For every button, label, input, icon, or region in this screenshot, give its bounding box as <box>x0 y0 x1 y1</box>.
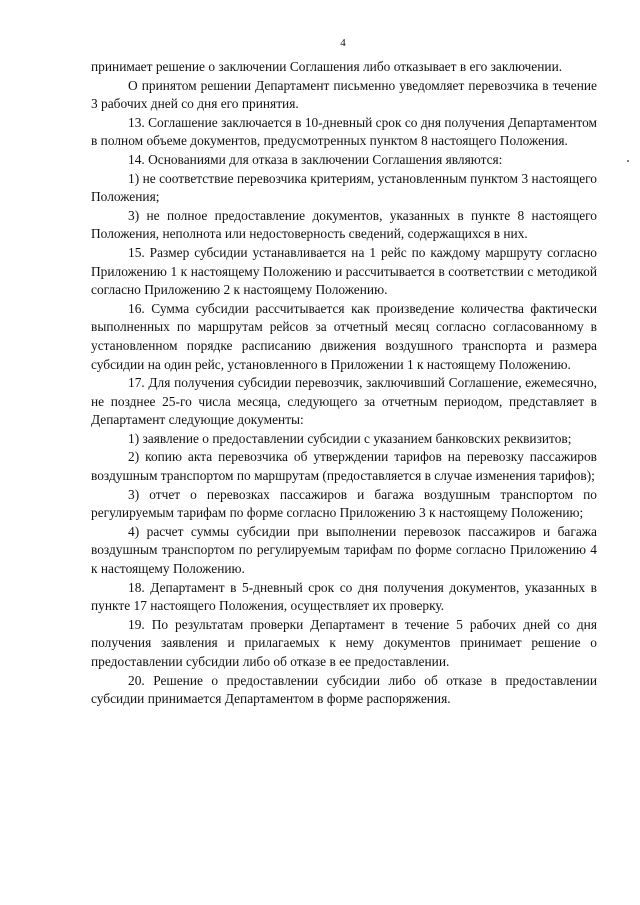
paragraph: 19. По результатам проверки Департамент в течение 5 рабочих дней со дня получения заявления и прилагаемых к нему документов принимает решение о предоставлении субсидии либо об отказе в ее предоставлении. <box>91 616 597 669</box>
document-body <box>91 58 597 709</box>
paragraph: 1) заявление о предоставлении субсидии с указанием банковских реквизитов; <box>128 430 572 446</box>
paragraph: 17. Для получения субсидии перевозчик, заключивший Соглашение, ежемесячно, не позднее 25-го числа месяца, следующего за отчетным периодом, представляет в Департамент следующие документы: <box>91 375 597 428</box>
paragraph: 2) копию акта перевозчика об утверждении тарифов на перевозку пассажиров воздушным транспортом по маршрутам (предоставляется в случае изменения тарифов); <box>91 449 597 484</box>
paragraph: 3) отчет о перевозках пассажиров и багажа воздушным транспортом по регулируемым тарифам по форме согласно Приложению 3 к настоящему Положению; <box>91 486 597 521</box>
paragraph: 1) не соответствие перевозчика критериям, установленным пунктом 3 настоящего Положения; <box>91 170 597 205</box>
paragraph: 20. Решение о предоставлении субсидии либо об отказе в предоставлении субсидии принимается Департаментом в форме распоряжения. <box>91 672 597 707</box>
paragraph: 16. Сумма субсидии рассчитывается как произведение количества фактически выполненных по маршрутам рейсов за отчетный месяц согласно согласованному в установленном порядке расписанию движения воздушного транспорта и размера субсидии на один рейс, установленного в Приложении 1 к настоящему Положению. <box>91 300 597 372</box>
paragraph: 3) не полное предоставление документов, указанных в пункте 8 настоящего Положения, неполнота или недостоверность сведений, содержащихся в них. <box>91 207 597 242</box>
paragraph: 13. Соглашение заключается в 10-дневный срок со дня получения Департаментом в полном объеме документов, предусмотренных пунктом 8 настоящего Положения. <box>91 114 597 149</box>
paragraph: принимает решение о заключении Соглашения либо отказывает в его заключении. <box>91 59 563 74</box>
paragraph: 18. Департамент в 5-дневный срок со дня получения документов, указанных в пункте 17 настоящего Положения, осуществляет их проверку. <box>91 579 597 614</box>
paragraph: 4) расчет суммы субсидии при выполнении перевозок пассажиров и багажа воздушным транспортом по регулируемым тарифам по форме согласно Приложению 4 к настоящему Положению. <box>91 523 597 577</box>
paragraph: 15. Размер субсидии устанавливается на 1 рейс по каждому маршруту согласно Приложению 1 к настоящему Положению и рассчитывается в соответствии с методикой согласно Приложению 2 к настоящему Положению. <box>91 244 597 298</box>
paragraph: 14. Основаниями для отказа в заключении Соглашения являются: <box>128 151 503 167</box>
paragraph: О принятом решении Департамент письменно уведомляет перевозчика в течение 3 рабочих дней со дня его принятия. <box>91 77 597 112</box>
page-number: 4 <box>340 37 346 49</box>
scan-margin-mark <box>627 160 629 162</box>
